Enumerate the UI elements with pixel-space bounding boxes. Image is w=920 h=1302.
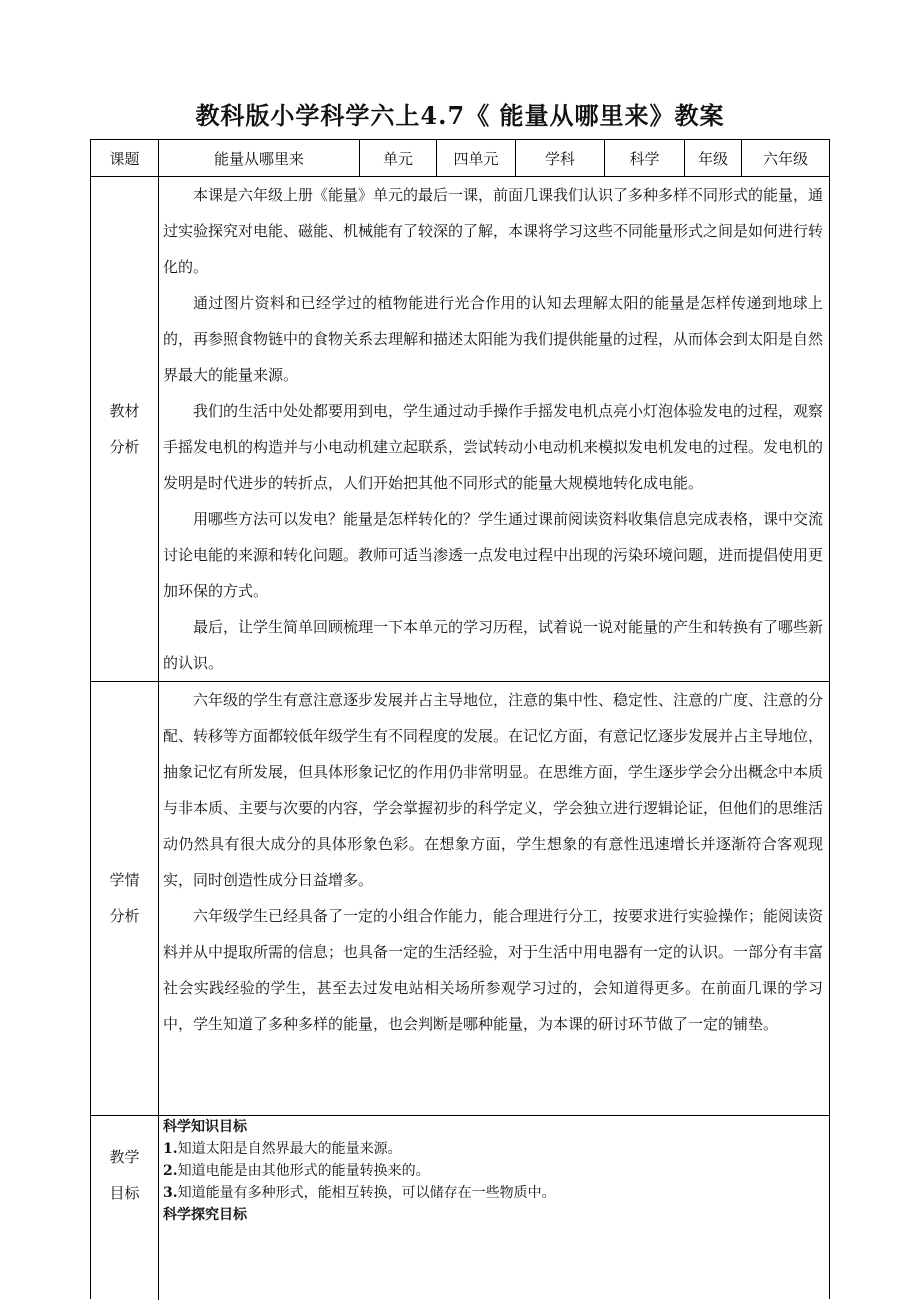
unit-label: 单元 <box>360 140 437 176</box>
lesson-value: 能量从哪里来 <box>159 140 360 176</box>
students-paragraph: 六年级学生已经具备了一定的小组合作能力，能合理进行分工，按要求进行实验操作；能阅读资料并从中提取所需的信息；也具备一定的生活经验，对于生活中用电器有一定的认识。一部分有丰富社会实践经验的学生，甚至去过发电站相关场所参观学习过的，会知道得更多。在前面几课的学习中，学生知道了多种多样的能量，也会判断是哪种能量，为本课的研讨环节做了一定的铺垫。 <box>163 907 824 1033</box>
material-paragraph: 最后，让学生简单回顾梳理一下本单元的学习历程，试着说一说对能量的产生和转换有了哪些新的认识。 <box>163 618 824 672</box>
grade-label: 年级 <box>685 140 742 176</box>
goals-label-line1: 教学 <box>109 1148 140 1166</box>
material-paragraph: 本课是六年级上册《能量》单元的最后一课，前面几课我们认识了多种多样不同形式的能量，通过实验探究对电能、磁能、机械能有了较深的了解，本课将学习这些不同能量形式之间是如何进行转化的。 <box>163 186 824 276</box>
material-label-line1: 教材 <box>109 402 140 420</box>
teaching-goals-row <box>91 1116 829 1300</box>
material-label <box>91 177 159 681</box>
goals-content <box>159 1116 829 1300</box>
lesson-plan-table <box>90 139 830 1299</box>
students-label <box>91 682 159 1115</box>
material-content <box>159 177 829 681</box>
header-row <box>91 140 829 177</box>
material-paragraph: 用哪些方法可以发电？能量是怎样转化的？学生通过课前阅读资料收集信息完成表格，课中交流讨论电能的来源和转化问题。教师可适当渗透一点发电过程中出现的污染环境问题，进而提倡使用更加环保的方式。 <box>163 510 824 600</box>
goal-item: 1.知道太阳是自然界最大的能量来源。 <box>163 1141 402 1157</box>
material-paragraph: 通过图片资料和已经学过的植物能进行光合作用的认知去理解太阳的能量是怎样传递到地球上的，再参照食物链中的食物关系去理解和描述太阳能为我们提供能量的过程，从而体会到太阳是自然界最大的能量来源。 <box>163 294 824 384</box>
goals-label-line2: 目标 <box>109 1184 140 1202</box>
students-paragraph: 六年级的学生有意注意逐步发展并占主导地位，注意的集中性、稳定性、注意的广度、注意的分配、转移等方面都较低年级学生有不同程度的发展。在记忆方面，有意记忆逐步发展并占主导地位，抽象记忆有所发展，但具体形象记忆的作用仍非常明显。在思维方面，学生逐步学会分出概念中本质与非本质、主要与次要的内容，学会掌握初步的科学定义，学会独立进行逻辑论证，但他们的思维活动仍然具有很大成分的具体形象色彩。在想象方面，学生想象的有意性迅速增长并逐渐符合客观现实，同时创造性成分日益增多。 <box>163 691 824 889</box>
inquiry-goals-heading: 科学探究目标 <box>163 1207 247 1223</box>
document-title: 教科版小学科学六上4.7《 能量从哪里来》教案 <box>195 101 725 130</box>
grade-value: 六年级 <box>762 149 808 168</box>
goals-label <box>91 1116 159 1300</box>
students-label-line2: 分析 <box>109 907 140 925</box>
goal-item: 2.知道电能是由其他形式的能量转换来的。 <box>163 1163 430 1179</box>
material-analysis-row <box>91 177 829 682</box>
unit-value: 四单元 <box>437 140 516 176</box>
student-analysis-row <box>91 682 829 1116</box>
goal-item: 3.知道能量有多种形式，能相互转换，可以储存在一些物质中。 <box>163 1185 556 1201</box>
material-label-line2: 分析 <box>109 438 140 456</box>
knowledge-goals-heading: 科学知识目标 <box>163 1119 247 1135</box>
subject-label: 学科 <box>516 140 605 176</box>
students-label-line1: 学情 <box>109 871 140 889</box>
material-paragraph: 我们的生活中处处都要用到电，学生通过动手操作手摇发电机点亮小灯泡体验发电的过程，观察手摇发电机的构造并与小电动机建立起联系，尝试转动小电动机来模拟发电机发电的过程。发电机的发明是时代进步的转折点，人们开始把其他不同形式的能量大规模地转化成电能。 <box>163 402 824 492</box>
students-content <box>159 682 829 1115</box>
subject-value: 科学 <box>605 140 685 176</box>
lesson-label: 课题 <box>91 140 159 176</box>
